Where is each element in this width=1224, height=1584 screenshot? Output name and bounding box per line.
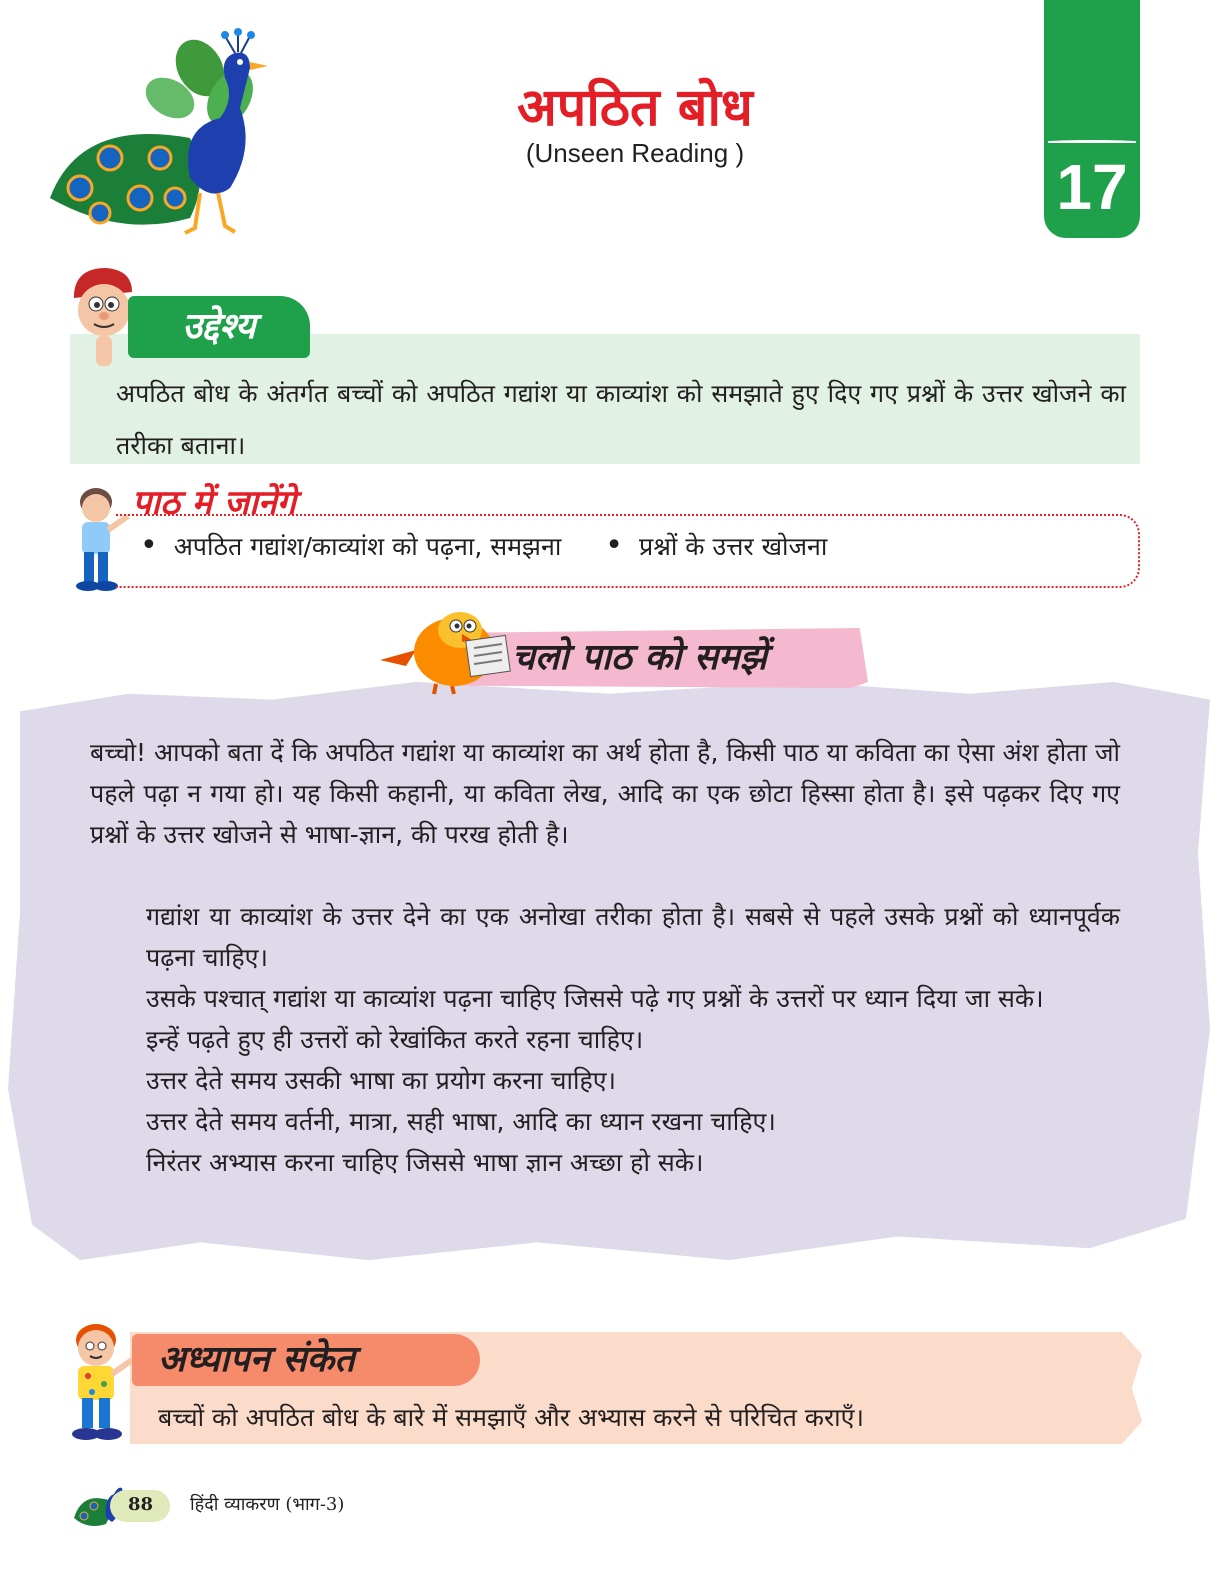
tip-item: गद्यांश या काव्यांश के उत्तर देने का एक अनोखा तरीका होता है। सबसे से पहले उसके प्रश्नों को ध्यानपूर्वक पढ़ना चाहिए। (146, 902, 1120, 972)
boy-waving-illustration (62, 1318, 138, 1444)
learn-label: पाठ में जानेंगे (132, 483, 296, 523)
learn-item (140, 528, 562, 563)
tips-list (146, 896, 1120, 1183)
peacock-illustration (40, 28, 300, 242)
page-subtitle: (Unseen Reading ) (525, 138, 745, 168)
tip-item: इन्हें पढ़ते हुए ही उत्तरों को रेखांकित करते रहना चाहिए। (146, 1025, 644, 1054)
page-title: अपठित बोध (517, 78, 753, 138)
objective-label: उद्देश्य (128, 296, 310, 358)
understand-label: चलो पाठ को समझें (512, 637, 767, 678)
bullet-icon: • (605, 528, 623, 563)
tip-item: उसके पश्चात् गद्यांश या काव्यांश पढ़ना चाहिए जिससे पढ़े गए प्रश्नों के उत्तरों पर ध्यान दिया जा सके। (146, 984, 1044, 1013)
bullet-icon: • (140, 528, 158, 563)
bird-newspaper-illustration (376, 604, 516, 696)
objective-text: अपठित बोध के अंतर्गत बच्चों को अपठित गद्यांश या काव्यांश को समझाते हुए दिए गए प्रश्नों के उत्तर खोजने का तरीका बताना। (116, 379, 1126, 460)
learn-items (140, 522, 1130, 572)
lesson-paragraph: बच्चो! आपको बता दें कि अपठित गद्यांश या काव्यांश का अर्थ होता है, किसी पाठ या कविता का ऐसा अंश होता जो पहले पढ़ा न गया हो। यह किसी कहानी, या कविता लेख, आदि का एक छोटा हिस्सा होता है। इसे पढ़कर दिए गए प्रश्नों के उत्तर खोजने से भाषा-ज्ञान, की परख होती है। (90, 738, 1120, 849)
page-number: 88 (128, 1494, 154, 1515)
teaching-label: अध्यापन संकेत (132, 1334, 480, 1386)
tip-item: उत्तर देते समय उसकी भाषा का प्रयोग करना चाहिए। (146, 1066, 617, 1095)
book-title: हिंदी व्याकरण (भाग-3) (190, 1494, 345, 1515)
teaching-text: बच्चों को अपठित बोध के बारे में समझाएँ और अभ्यास करने से परिचित कराएँ। (158, 1403, 864, 1432)
learn-item-text: प्रश्नों के उत्तर खोजना (638, 532, 828, 561)
learn-item-text: अपठित गद्यांश/काव्यांश को पढ़ना, समझना (173, 532, 562, 561)
tip-item: उत्तर देते समय वर्तनी, मात्रा, सही भाषा, आदि का ध्यान रखना चाहिए। (146, 1107, 776, 1136)
chapter-number: 17 (1056, 151, 1128, 223)
tip-item: निरंतर अभ्यास करना चाहिए जिससे भाषा ज्ञान अच्छा हो सके। (146, 1148, 704, 1177)
learn-item (605, 528, 828, 563)
